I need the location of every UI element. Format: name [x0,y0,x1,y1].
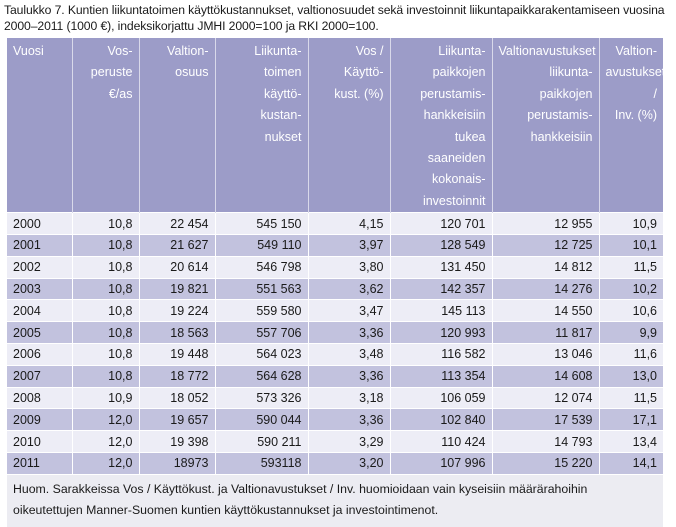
table-cell: 551 563 [215,278,308,300]
table-cell: 13 046 [492,344,599,366]
table-row [7,409,663,431]
table-cell: 10,9 [72,387,139,409]
column-header-line: osuus [175,65,209,80]
table-cell: 3,29 [308,431,390,453]
column-header-line: Liikunta- [254,44,302,58]
table-cell: 590 211 [215,431,308,453]
column-header-line: paikkojen [539,86,593,101]
table-note-row [7,474,663,527]
table-cell: 107 996 [390,453,492,475]
table-cell: 10,9 [599,213,663,235]
table-cell: 11,5 [599,387,663,409]
year-cell: 2002 [7,256,72,278]
table-cell: 12 074 [492,387,599,409]
table-cell: 12 725 [492,235,599,257]
column-header-line: hankkeisiin [423,108,486,123]
column-header-line: Inv. (%) [614,108,657,123]
table-cell: 546 798 [215,256,308,278]
table-cell: 131 450 [390,256,492,278]
investment-table [7,38,666,527]
column-header-line: Vos / Käyttö- [343,44,384,80]
table-cell: 3,36 [308,322,390,344]
table-cell: 590 044 [215,409,308,431]
table-cell: 14 550 [492,300,599,322]
column-header [7,38,72,213]
column-header-line: Liikunta- [438,44,486,58]
column-header [215,38,308,213]
table-cell: 15 220 [492,453,599,475]
year-cell: 2004 [7,300,72,322]
table-cell: 10,8 [72,322,139,344]
year-cell: 2001 [7,235,72,257]
column-header-line: investoinnit [422,193,486,208]
table-cell: 19 448 [139,344,215,366]
year-cell: 2006 [7,344,72,366]
table-row [7,344,663,366]
column-header [390,38,492,213]
table-body [7,213,663,527]
column-header-line: paikkojen [432,65,486,80]
table-cell: 17,1 [599,409,663,431]
year-cell: 2007 [7,365,72,387]
table-cell: 10,8 [72,344,139,366]
table-cell: 4,15 [308,213,390,235]
table-cell: 10,8 [72,213,139,235]
table-cell: 18973 [139,453,215,475]
table-cell: 573 326 [215,387,308,409]
table-row [7,322,663,344]
table-cell: 20 614 [139,256,215,278]
year-cell: 2003 [7,278,72,300]
column-header [72,38,139,213]
table-cell: 14 812 [492,256,599,278]
table-cell: 116 582 [390,344,492,366]
table-cell: 102 840 [390,409,492,431]
column-header-line: saaneiden [427,151,486,166]
year-cell: 2009 [7,409,72,431]
table-cell: 21 627 [139,235,215,257]
table-cell: 142 357 [390,278,492,300]
column-header-line: perustamis- [420,86,486,101]
table-cell: 3,36 [308,365,390,387]
column-header-line: hankkeisiin [530,129,593,144]
table-caption: Taulukko 7. Kuntien liikuntatoimen käyttökustannukset, valtionosuudet sekä investoinnit liikuntapaikkarakentamiseen vuosina 2000–2011 (1000 €), indeksikorjattu JMHI 2000=100 ja RKI 2000=100. [4,3,665,33]
table-cell: 110 424 [390,431,492,453]
year-cell: 2000 [7,213,72,235]
table-row [7,453,663,475]
table-cell: 3,47 [308,300,390,322]
table-cell: 11,5 [599,256,663,278]
table-row [7,300,663,322]
table-cell: 10,1 [599,235,663,257]
table-cell: 14 608 [492,365,599,387]
table-row [7,365,663,387]
table-cell: 3,62 [308,278,390,300]
table-cell: 128 549 [390,235,492,257]
column-header-line: €/as [108,86,133,101]
table-row [7,256,663,278]
table-cell: 557 706 [215,322,308,344]
table-cell: 3,80 [308,256,390,278]
year-cell: 2010 [7,431,72,453]
table-row [7,278,663,300]
table-cell: 18 772 [139,365,215,387]
table-row [7,387,663,409]
table-cell: 113 354 [390,365,492,387]
table-cell: 11 817 [492,322,599,344]
column-header-line: tukea [454,129,486,144]
column-header-line: peruste [90,65,133,80]
table-cell: 19 224 [139,300,215,322]
column-header-line: Valtion- [615,44,657,58]
column-header-line: toimen [263,65,302,80]
column-header [308,38,390,213]
data-table-container [7,38,666,527]
table-cell: 12,0 [72,431,139,453]
year-cell: 2005 [7,322,72,344]
table-cell: 106 059 [390,387,492,409]
table-cell: 13,0 [599,365,663,387]
table-cell: 145 113 [390,300,492,322]
table-cell: 11,6 [599,344,663,366]
table-cell: 559 580 [215,300,308,322]
column-header [139,38,215,213]
column-header-line: perustamis- [527,108,593,123]
column-header-line: avustukset / [605,65,666,101]
table-cell: 120 701 [390,213,492,235]
column-header-line: kokonais- [432,172,486,187]
table-cell: 19 398 [139,431,215,453]
table-cell: 13,4 [599,431,663,453]
year-cell: 2008 [7,387,72,409]
column-header-line: kustan- [260,108,302,123]
table-cell: 545 150 [215,213,308,235]
table-cell: 10,6 [599,300,663,322]
table-cell: 564 023 [215,344,308,366]
column-header-line: Vuosi [13,44,44,58]
table-cell: 3,20 [308,453,390,475]
table-note: Huom. Sarakkeissa Vos / Käyttökust. ja Valtionavustukset / Inv. huomioidaan vain kyseisiin määrärahoihin oikeutettujen Manner-Suomen kuntien käyttökustannukset ja investointimenot. [7,474,663,527]
table-cell: 120 993 [390,322,492,344]
table-cell: 10,8 [72,256,139,278]
column-header-line: Vos- [107,44,133,58]
column-header-line: Valtionavustukset [498,44,596,58]
table-cell: 9,9 [599,322,663,344]
table-cell: 10,8 [72,300,139,322]
table-cell: 18 563 [139,322,215,344]
table-cell: 549 110 [215,235,308,257]
table-cell: 12,0 [72,409,139,431]
table-cell: 593118 [215,453,308,475]
table-cell: 10,2 [599,278,663,300]
table-cell: 12 955 [492,213,599,235]
table-cell: 3,18 [308,387,390,409]
table-cell: 19 657 [139,409,215,431]
column-header-line: liikunta- [549,65,593,80]
table-cell: 12,0 [72,453,139,475]
table-cell: 14 276 [492,278,599,300]
table-cell: 14,1 [599,453,663,475]
table-cell: 3,97 [308,235,390,257]
table-cell: 17 539 [492,409,599,431]
table-cell: 3,36 [308,409,390,431]
column-header-line: Valtion- [167,44,209,58]
table-cell: 3,48 [308,344,390,366]
column-header-line: kust. (%) [334,86,384,101]
table-cell: 14 793 [492,431,599,453]
column-header-line: käyttö- [263,86,302,101]
column-header [492,38,599,213]
table-cell: 22 454 [139,213,215,235]
column-header-line: nukset [264,129,302,144]
table-row [7,431,663,453]
table-row [7,235,663,257]
table-cell: 10,8 [72,278,139,300]
year-cell: 2011 [7,453,72,475]
table-cell: 10,8 [72,235,139,257]
table-cell: 19 821 [139,278,215,300]
table-cell: 18 052 [139,387,215,409]
table-row [7,213,663,235]
table-header-row [7,38,663,213]
column-header [599,38,666,213]
table-cell: 10,8 [72,365,139,387]
table-cell: 564 628 [215,365,308,387]
